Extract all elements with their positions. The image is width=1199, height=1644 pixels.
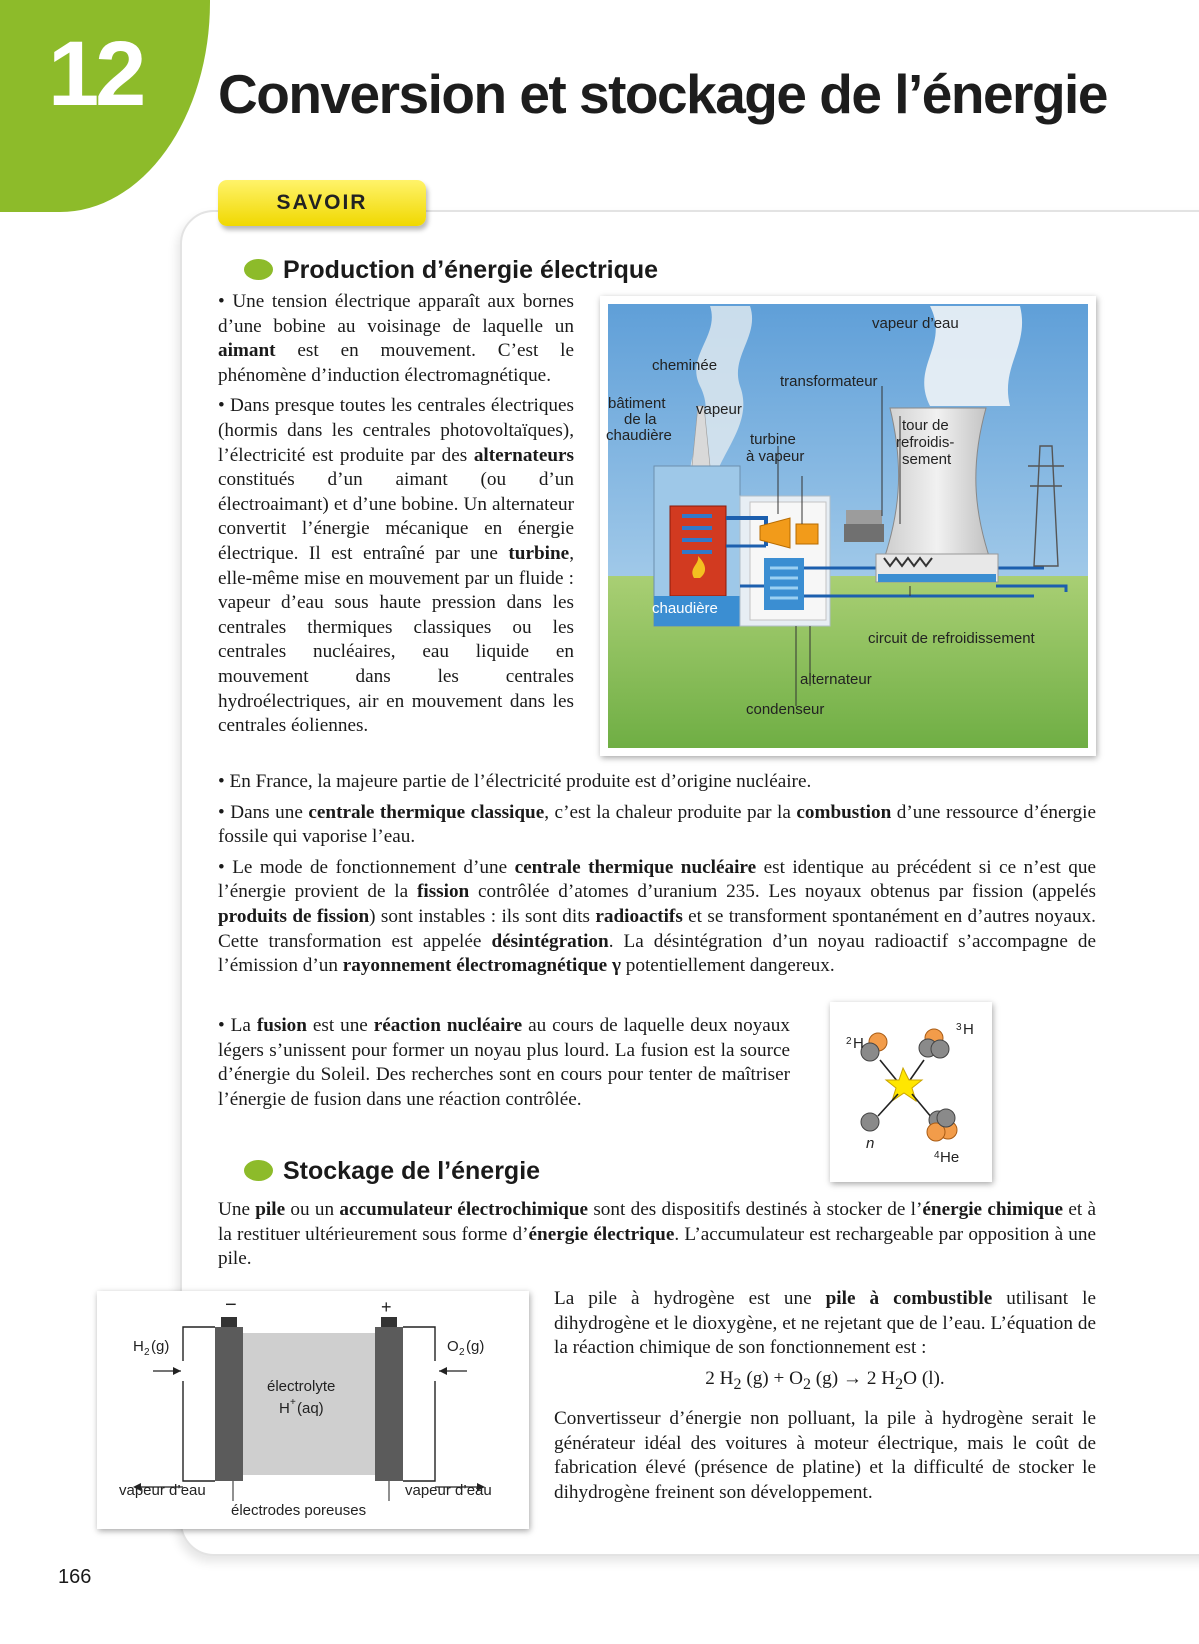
label-batiment-2: de la [624, 411, 657, 428]
label-alternateur: alternateur [800, 671, 872, 688]
label-o2: O [447, 1338, 459, 1355]
fuel-cell-diagram [97, 1291, 529, 1529]
green-bullet-icon [244, 1160, 273, 1181]
label-h2-state: (g) [151, 1338, 170, 1355]
label-hplus-sup: + [290, 1397, 296, 1408]
paragraph-france: • En France, la majeure partie de l’électricité produite est d’origine nucléaire. [218, 771, 812, 792]
label-condenseur: condenseur [746, 701, 825, 718]
production-text-left [218, 290, 574, 745]
label-tour-3: sement [902, 451, 952, 468]
label-transformateur: transformateur [780, 373, 878, 390]
label-cheminee: cheminée [652, 357, 718, 374]
label-neutron: n [866, 1135, 875, 1152]
chemical-equation: 2 $H_2$ $(g) + O_2$ (g) → 2 $H_2O$ (l). [705, 1367, 945, 1393]
label-h2-sub: 2 [144, 1347, 150, 1358]
label-hplus-state: (aq) [297, 1400, 324, 1417]
label-h3-symbol: H [963, 1021, 974, 1038]
power-plant-figure [600, 296, 1096, 756]
paragraph-conclusion: Convertisseur d’énergie non polluant, la pile à hydrogène serait le générateur idéal des voitures à moteur électrique, mais le coût de fabrication élevé (présence de platine) et la difficulté de stocker le dihydrogène freinent son développement. [554, 1408, 1096, 1503]
section-production-heading: Production d’énergie électrique [244, 256, 658, 285]
savoir-tag: SAVOIR [218, 180, 426, 226]
label-h2: H [133, 1338, 144, 1355]
paragraph-induction: • Une tension électrique apparaît aux bornes d’une bobine au voisinage de laquelle un aimant est en mouvement. C’est le phénomène d’induction électromagnétique. [218, 291, 574, 386]
paragraph-alternateurs: • Dans presque toutes les centrales électriques (hormis dans les centrales photovoltaïques), l’électricité est produite par des alternateurs constitués d’un aimant (ou d’un électroaimant) et d’une bobine. Un alternateur convertit l’énergie mécanique en énergie électrique. Il est entraîné par une turbine, elle-même mise en mouvement par un fluide : vapeur d’eau sous haute pression dans les centrales thermiques classiques ou les centrales nucléaires, eau liquide en mouvement dans les centrales hydroélectriques, air en mouvement dans les centrales éoliennes. [218, 395, 575, 737]
label-vapeur-eau: vapeur d’eau [872, 315, 959, 332]
label-batiment-3: chaudière [606, 427, 672, 444]
label-electrolyte: électrolyte [267, 1378, 336, 1395]
label-circuit: circuit de refroidissement [868, 630, 1035, 647]
chapter-number: 12 [48, 23, 143, 125]
label-h2-mass: 2 [846, 1036, 852, 1047]
label-minus: − [225, 1294, 237, 1316]
label-tour-2: refroidis- [896, 434, 955, 451]
green-bullet-icon [244, 259, 273, 280]
label-o2-state: (g) [466, 1338, 485, 1355]
fusion-diagram [830, 1002, 992, 1182]
label-electrodes: électrodes poreuses [231, 1502, 367, 1519]
fusion-figure [830, 1002, 992, 1182]
label-chaudiere: chaudière [652, 600, 718, 617]
label-tour-1: tour de [902, 417, 949, 434]
paragraph-stockage-intro: Une pile ou un accumulateur électrochimique sont des dispositifs destinés à stocker de l’énergie chimique et à la restituer ultérieurement sous forme d’énergie électrique. L’accumulateur est rechargeable par opposition à une pile. [218, 1199, 1097, 1270]
label-h3-mass: 3 [956, 1022, 962, 1033]
label-plus: + [381, 1297, 392, 1317]
label-vapeur: vapeur [696, 401, 742, 418]
section-stockage-heading: Stockage de l’énergie [244, 1157, 540, 1186]
label-h2-symbol: H [853, 1035, 864, 1052]
label-turbine-2: à vapeur [746, 448, 805, 465]
label-turbine-1: turbine [750, 431, 796, 448]
label-o2-sub: 2 [459, 1347, 465, 1358]
power-plant-diagram [600, 296, 1096, 756]
chapter-title: Conversion et stockage de l’énergie [218, 63, 1107, 125]
label-batiment-1: bâtiment [608, 395, 666, 412]
paragraph-nucleaire: • Le mode de fonctionnement d’une centrale thermique nucléaire est identique au précédent si ce n’est que l’énergie provient de la fission contrôlée d’atomes d’uranium 235. Les noyaux obtenus par fission (appelés produits de fission) sont instables : ils sont dits radioactifs et se transforment spontanément en d’autres noyaux. Cette transformation est appelée désintégration. La désintégration d’un noyau radioactif s’accompagne de l’émission d’un rayonnement électromagnétique γ potentiellement dangereux. [218, 856, 1097, 977]
page-number: 166 [58, 1566, 92, 1588]
label-vapeur-left: vapeur d’eau [119, 1482, 206, 1499]
production-text-full [218, 770, 1096, 985]
label-vapeur-right: vapeur d’eau [405, 1482, 492, 1499]
paragraph-thermique: • Dans une centrale thermique classique, c’est la chaleur produite par la combustion d’une ressource d’énergie fossile qui vaporise l’eau. [218, 801, 1096, 848]
paragraph-fusion: • La fusion est une réaction nucléaire au cours de laquelle deux noyaux légers s’unissent pour former un noyau plus lourd. La fusion est la source d’énergie du Soleil. Des recherches sont en cours pour tenter de maîtriser l’énergie de fusion dans une réaction contrôlée. [218, 1015, 790, 1110]
label-he-symbol: He [940, 1149, 960, 1166]
label-hplus: H [279, 1400, 290, 1417]
label-he-mass: 4 [934, 1150, 940, 1161]
paragraph-pile-hydrogene: La pile à hydrogène est une pile à combustible utilisant le dihydrogène et le dioxygène, et ne rejetant que de l’eau. L’équation de la réaction chimique de son fonctionnement est : 2 $H_2$ $(g) + O_2$ (g) → 2 $H_2O$ (l). Convertisseur d’énergie non polluant, la pile à hydrogène serait le générateur idéal des voitures à moteur électrique, mais le coût de fabrication élevé (présence de platine) et la difficulté de stocker le dihydrogène freinent son développement. [554, 1287, 1096, 1512]
fuel-cell-figure [97, 1291, 529, 1529]
